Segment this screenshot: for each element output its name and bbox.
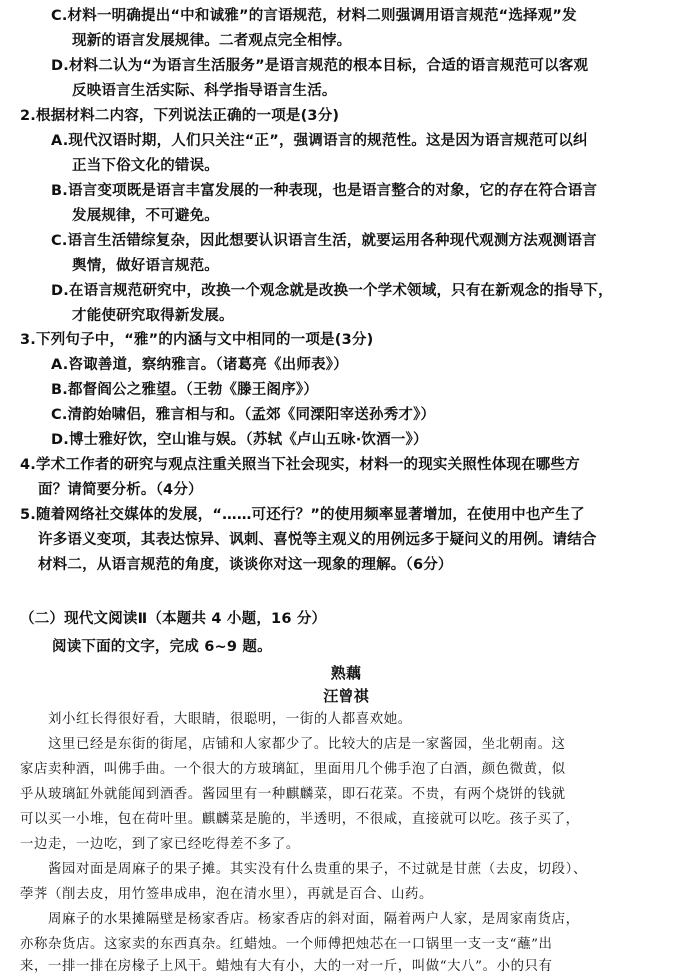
article-line: 乎从玻璃缸外就能闻到酒香。酱园里有一种麒麟菜，即石花菜。不贵，有两个烧饼的钱就: [20, 787, 566, 802]
q1-option-c-line2: 现新的语言发展规律。二者观点完全相悖。: [72, 33, 352, 49]
article-line: 可以买一小堆，包在荷叶里。麒麟菜是脆的，半透明，不很咸，直接就可以吃。孩子买了，: [20, 812, 580, 827]
q3-option-b: B.都督阎公之雅望。（王勃《滕王阁序》）: [51, 382, 319, 398]
q5-line1: 5.随着网络社交媒体的发展，“……可还行？”的使用频率显著增加，在使用中也产生了: [20, 507, 585, 523]
q2-option-c-line1: C.语言生活错综复杂，因此想要认识语言生活，就要运用各种现代观测方法观测语言: [51, 233, 597, 249]
q2-option-b-line1: B.语言变项既是语言丰富发展的一种表现，也是语言整合的对象，它的存在符合语言: [51, 183, 598, 199]
article-title: 熟藕: [330, 664, 362, 682]
article-line: 亦称杂货店。这家卖的东西真杂。红蜡烛。一个师傅把烛芯在一口锅里一支一支“蘸”出: [20, 937, 553, 952]
q3-option-c: C.清韵始啸侣，雅言相与和。（孟郊《同溧阳宰送孙秀才》）: [51, 407, 436, 423]
q2-option-d-line1: D.在语言规范研究中，改换一个观念就是改换一个学术领域，只有在新观念的指导下，: [51, 283, 613, 299]
q3-option-a: A.咨诹善道，察纳雅言。（诸葛亮《出师表》）: [51, 357, 348, 373]
article-line: 家店卖种酒，叫佛手曲。一个很大的方玻璃缸，里面用几个佛手泡了白酒，颜色微黄，似: [20, 762, 566, 777]
article-line: 周麻子的水果摊隔壁是杨家香店。杨家香店的斜对面，隔着两户人家，是周家南货店，: [48, 912, 580, 927]
q5-line2: 许多语义变项，其表达惊异、讽刺、喜悦等主观义的用例远多于疑问义的用例。请结合: [38, 532, 597, 548]
article-line: 这里已经是东街的街尾，店铺和人家都少了。比较大的店是一家酱园，坐北朝南。这: [48, 737, 566, 752]
article-line: 酱园对面是周麻子的果子摊。其实没有什么贵重的果子，不过就是甘蔗（去皮，切段）、: [48, 862, 587, 877]
q4-line2: 面？请简要分析。（4分）: [38, 482, 203, 498]
q3-stem: 3.下列句子中，“雅”的内涵与文中相同的一项是(3分): [20, 332, 374, 348]
article-line: 一边走，一边吃，到了家已经吃得差不多了。: [20, 837, 300, 852]
article-line: 来，一排一排在房椽子上风干。蜡烛有大有小，大的一对一斤，叫做“大八”。小的只有: [20, 959, 553, 974]
q1-option-d-line1: D.材料二认为“为语言生活服务”是语言规范的根本目标，合适的语言规范可以客观: [51, 58, 589, 74]
q2-option-a-line1: A.现代汉语时期，人们只关注“正”，强调语言的规范性。这是因为语言规范可以纠: [51, 133, 588, 149]
q2-option-c-line2: 舆情，做好语言规范。: [72, 258, 219, 274]
q3-option-d: D.博士雅好饮，空山谁与娱。（苏轼《卢山五咏·饮酒一》）: [51, 432, 428, 448]
article-line: 刘小红长得很好看，大眼睛，很聪明，一街的人都喜欢她。: [48, 712, 412, 727]
q2-stem: 2.根据材料二内容，下列说法正确的一项是(3分): [20, 108, 340, 124]
q2-option-a-line2: 正当下俗文化的错误。: [72, 158, 219, 174]
q1-option-d-line2: 反映语言生活实际、科学指导语言生活。: [72, 83, 337, 99]
section-instruction: 阅读下面的文字，完成 6~9 题。: [52, 639, 272, 655]
q4-line1: 4.学术工作者的研究与观点注重关照当下社会现实，材料一的现实关照性体现在哪些方: [20, 457, 580, 473]
section-header: （二）现代文阅读Ⅱ（本题共 4 小题，16 分）: [20, 611, 327, 627]
article-author: 汪曾祺: [323, 687, 369, 705]
q2-option-d-line2: 才能使研究取得新发展。: [72, 308, 234, 324]
article-line: 荸荠（削去皮，用竹签串成串，泡在清水里），再就是百合、山药。: [20, 887, 434, 902]
q5-line3: 材料二，从语言规范的角度，谈谈你对这一现象的理解。（6分）: [38, 557, 453, 573]
q2-option-b-line2: 发展规律，不可避免。: [72, 208, 219, 224]
q1-option-c-line1: C.材料一明确提出“中和诚雅”的言语规范，材料二则强调用语言规范“选择观”发: [51, 8, 577, 24]
